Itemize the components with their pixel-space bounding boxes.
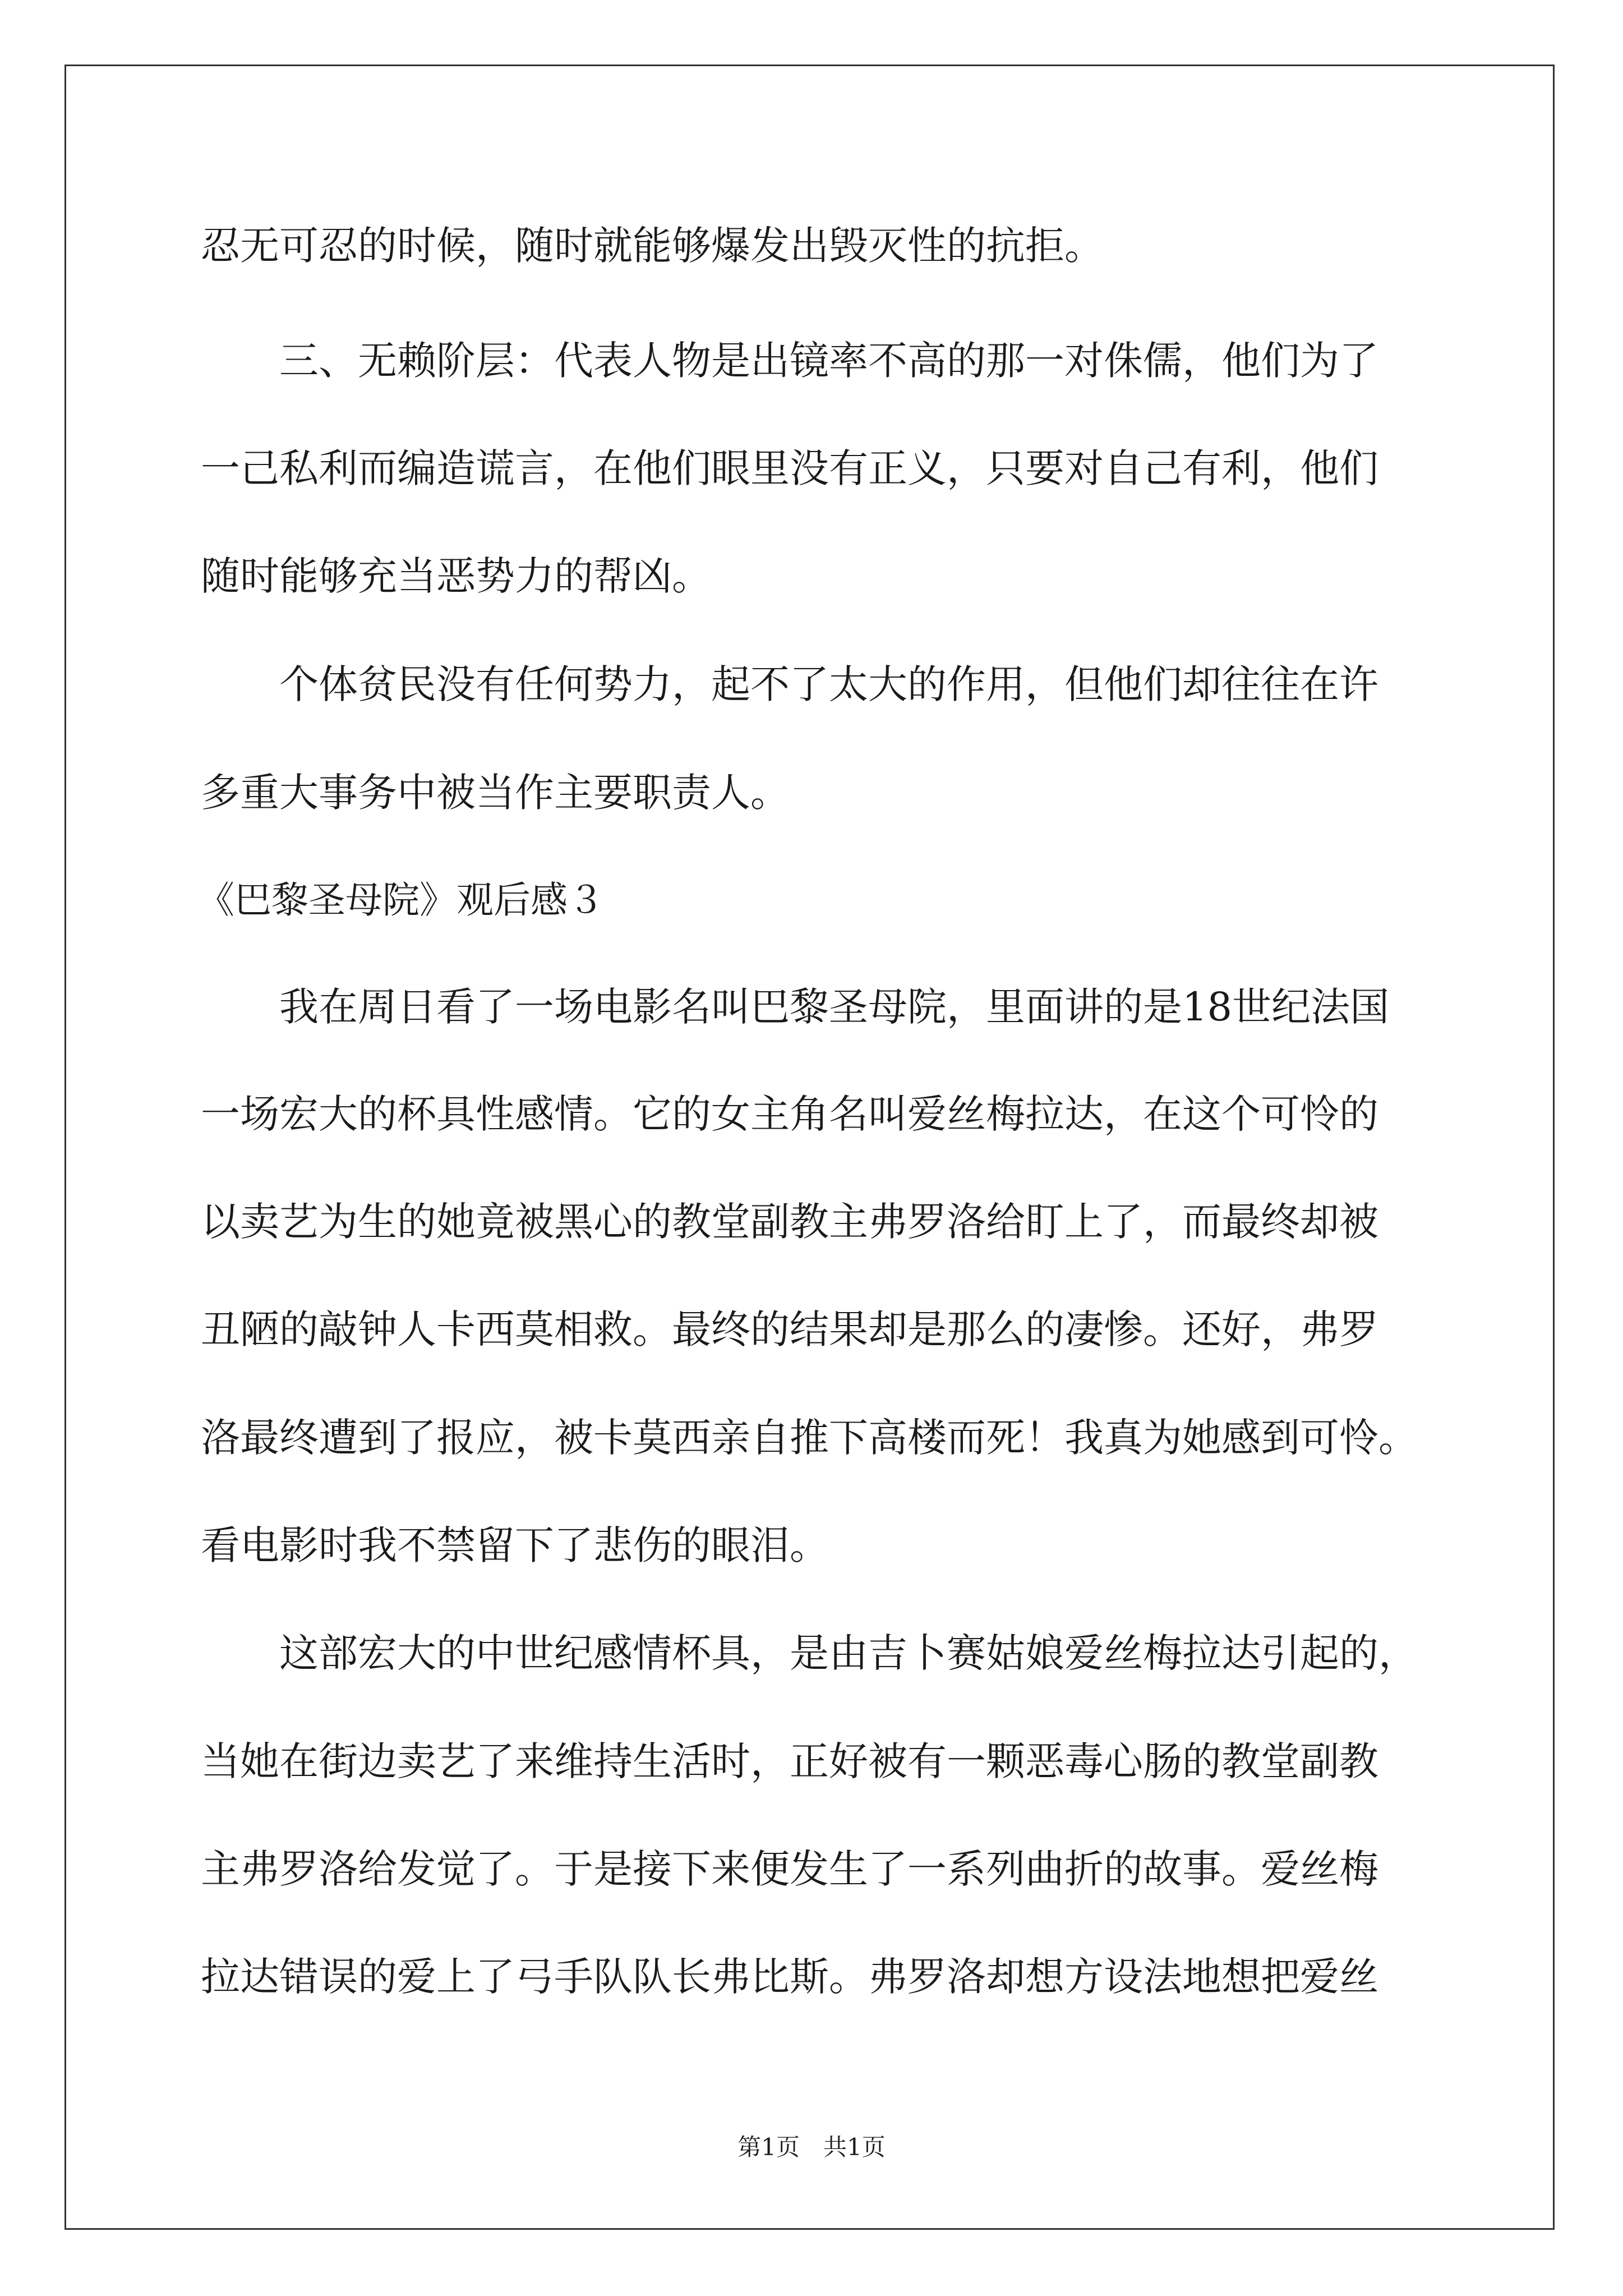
paragraph-first-line: 三、无赖阶层：代表人物是出镜率不高的那一对侏儒，他们为了 <box>279 338 1378 384</box>
text-line: 一己私利而编造谎言，在他们眼里没有正义，只要对自己有利，他们 <box>201 445 1378 491</box>
text-line: 洛最终遭到了报应，被卡莫西亲自推下高楼而死！我真为她感到可怜。 <box>201 1415 1418 1461</box>
text-line: 随时能够充当恶势力的帮凶。 <box>201 553 711 599</box>
paragraph-first-line: 我在周日看了一场电影名叫巴黎圣母院，里面讲的是18世纪法国 <box>279 984 1390 1030</box>
text-line: 主弗罗洛给发觉了。于是接下来便发生了一系列曲折的故事。爱丝梅 <box>201 1846 1378 1892</box>
text-line: 拉达错误的爱上了弓手队队长弗比斯。弗罗洛却想方设法地想把爱丝 <box>201 1954 1378 2000</box>
text-line: 当她在街边卖艺了来维持生活时，正好被有一颗恶毒心肠的教堂副教 <box>201 1738 1378 1784</box>
paragraph-first-line: 个体贫民没有任何势力，起不了太大的作用，但他们却往往在许 <box>279 661 1378 707</box>
text-line: 多重大事务中被当作主要职责人。 <box>201 770 790 816</box>
section-heading: 《巴黎圣母院》观后感３ <box>197 878 605 922</box>
text-line: 一场宏大的杯具性感情。它的女主角名叫爱丝梅拉达，在这个可怜的 <box>201 1091 1378 1137</box>
text-line: 看电影时我不禁留下了悲伤的眼泪。 <box>201 1522 829 1568</box>
page-border <box>64 65 1555 2230</box>
text-line: 忍无可忍的时候，随时就能够爆发出毁灭性的抗拒。 <box>201 223 1104 269</box>
text-line: 以卖艺为生的她竟被黑心的教堂副教主弗罗洛给盯上了，而最终却被 <box>201 1199 1378 1245</box>
page-footer: 第1页 共1页 <box>737 2133 886 2161</box>
text-line: 丑陋的敲钟人卡西莫相救。最终的结果却是那么的凄惨。还好，弗罗 <box>201 1306 1378 1352</box>
paragraph-first-line: 这部宏大的中世纪感情杯具，是由吉卜赛姑娘爱丝梅拉达引起的， <box>279 1630 1418 1676</box>
